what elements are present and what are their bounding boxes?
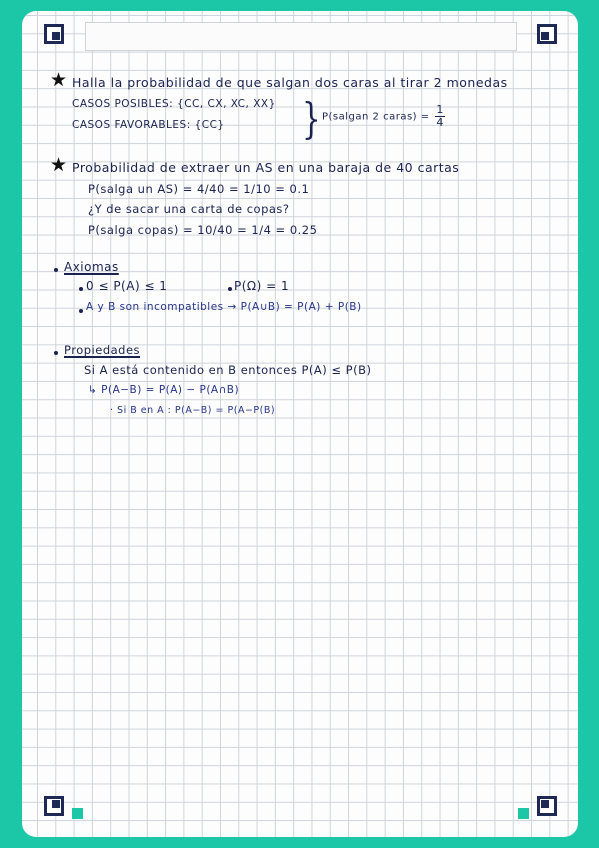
exercise-1-title: Halla la probabilidad de que salgan dos caras al tirar 2 monedas bbox=[72, 75, 508, 90]
exercise-2-title: Probabilidad de extraer un AS en una baraja de 40 cartas bbox=[72, 160, 460, 175]
star-bullet-icon: ★ bbox=[50, 69, 68, 91]
header-box bbox=[85, 22, 517, 51]
bullet-dot bbox=[54, 351, 58, 355]
result-fraction bbox=[435, 104, 445, 129]
corner-marker-icon bbox=[44, 24, 64, 44]
notebook-page bbox=[22, 11, 578, 837]
star-bullet-icon: ★ bbox=[50, 154, 68, 176]
exercise-1-result bbox=[322, 104, 445, 129]
corner-marker-icon bbox=[44, 796, 64, 816]
result-label: P(salgan 2 caras) = bbox=[322, 111, 430, 123]
corner-marker-icon bbox=[537, 24, 557, 44]
casos-favorables: CASOS FAVORABLES: {CC} bbox=[72, 119, 225, 131]
axiom-2: P(Ω) = 1 bbox=[234, 279, 290, 293]
brace-icon: } bbox=[302, 94, 321, 143]
bullet-dot bbox=[228, 287, 232, 291]
bullet-dot bbox=[79, 287, 83, 291]
axiom-1: 0 ≤ P(A) ≤ 1 bbox=[86, 279, 168, 293]
bullet-dot bbox=[79, 309, 83, 313]
result-denominator: 4 bbox=[436, 116, 444, 129]
axiom-3: A y B son incompatibles → P(A∪B) = P(A) + P(B) bbox=[86, 301, 362, 313]
propiedades-heading: Propiedades bbox=[64, 343, 141, 357]
exercise-2-line-3: P(salga copas) = 10/40 = 1/4 = 0.25 bbox=[88, 223, 318, 237]
teal-square-icon bbox=[518, 808, 529, 819]
corner-marker-icon bbox=[537, 796, 557, 816]
propiedad-3: · Si B en A : P(A−B) = P(A−P(B) bbox=[110, 405, 276, 416]
casos-posibles: CASOS POSIBLES: {CC, CX, XC, XX} bbox=[72, 98, 276, 110]
propiedad-1: Si A está contenido en B entonces P(A) ≤ P(B) bbox=[84, 363, 372, 377]
axiomas-heading: Axiomas bbox=[64, 260, 119, 274]
result-numerator: 1 bbox=[436, 103, 444, 116]
propiedad-2: ↳ P(A−B) = P(A) − P(A∩B) bbox=[88, 384, 240, 396]
exercise-2-line-1: P(salga un AS) = 4/40 = 1/10 = 0.1 bbox=[88, 182, 310, 196]
bullet-dot bbox=[54, 268, 58, 272]
teal-square-icon bbox=[72, 808, 83, 819]
exercise-2-line-2: ¿Y de sacar una carta de copas? bbox=[88, 202, 290, 216]
